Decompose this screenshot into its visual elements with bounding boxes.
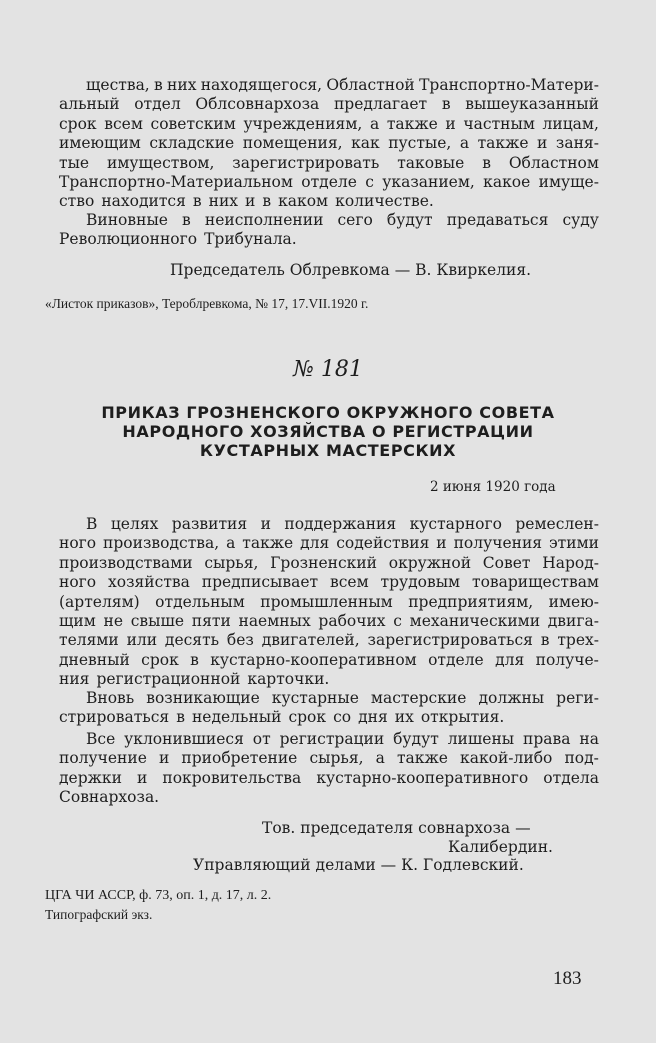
text-line: Вновь возникающие кустарные мастерские должны реги- xyxy=(86,689,599,707)
text-line: дневный срок в кустарно-кооперативном отделе для получе- xyxy=(59,650,599,669)
text-line: телями или десять без двигателей, зарегистрироваться в трех- xyxy=(59,631,599,650)
text-line: производствами сырья, Грозненский окружной Совет Народ- xyxy=(59,553,599,572)
top-source-note: «Листок приказов», Тероблревкома, № 17, 17.VII.1920 г. xyxy=(45,296,369,311)
signature-chairman-name: Калибердин. xyxy=(448,838,553,856)
text-line: тые имуществом, зарегистрировать таковые в Областном xyxy=(59,153,599,172)
text-line: Все уклонившиеся от регистрации будут лишены права на xyxy=(86,730,599,748)
text-line: имеющим складские помещения, как пустые, а также и заня- xyxy=(59,134,599,153)
archive-copy-type: Типографский экз. xyxy=(45,907,153,922)
document-title-line-3: КУСТАРНЫХ МАСТЕРСКИХ xyxy=(199,441,457,460)
document-number: № 181 xyxy=(293,357,363,382)
body-paragraph-1 xyxy=(59,515,599,690)
body-paragraph-3 xyxy=(59,730,599,808)
text-line: Революционного Трибунала. xyxy=(59,230,297,249)
text-line: Совнархоза. xyxy=(59,788,160,807)
text-line: стрироваться в недельный срок со дня их открытия. xyxy=(59,708,505,727)
text-line: ния регистрационной карточки. xyxy=(59,670,330,689)
text-line: срок всем советским учреждениям, а также и частным лицам, xyxy=(59,114,599,133)
text-line: Виновные в неисполнении сего будут предаваться суду xyxy=(86,211,599,229)
text-line: щим не свыше пяти наемных рабочих с механическими двига- xyxy=(59,611,599,630)
top-signature: Председатель Облревкома — В. Квиркелия. xyxy=(170,261,532,279)
text-line: ного производства, а также для содействия и получения этими xyxy=(59,534,599,553)
text-line: (артелям) отдельным промышленным предприятиям, имею- xyxy=(59,592,599,611)
text-line: Транспортно-Материальном отделе с указанием, какое имуще- xyxy=(59,172,599,191)
text-line: ство находится в них и в каком количестве. xyxy=(59,192,434,211)
document-title-line-1: ПРИКАЗ ГРОЗНЕНСКОГО ОКРУЖНОГО СОВЕТА xyxy=(101,403,555,422)
signature-manager: Управляющий делами — К. Годлевский. xyxy=(193,856,524,874)
document-title-line-2: НАРОДНОГО ХОЗЯЙСТВА О РЕГИСТРАЦИИ xyxy=(122,422,534,441)
text-line: щества, в них находящегося, Областной Транспортно-Матери- xyxy=(86,76,599,94)
page-number: 183 xyxy=(553,968,582,989)
text-line: держки и покровительства кустарно-кооперативного отдела xyxy=(59,768,599,787)
text-line: получение и приобретение сырья, а также какой-либо под- xyxy=(59,749,599,768)
top-paragraph-2 xyxy=(59,211,599,250)
top-paragraph xyxy=(59,76,599,212)
signature-chairman-title: Тов. председателя совнархоза — xyxy=(262,819,531,837)
archive-source: ЦГА ЧИ АССР, ф. 73, оп. 1, д. 17, л. 2. xyxy=(45,888,272,903)
document-date: 2 июня 1920 года xyxy=(430,479,556,495)
text-line: альный отдел Облсовнархоза предлагает в вышеуказанный xyxy=(59,95,599,114)
text-line: ного хозяйства предписывает всем трудовым товариществам xyxy=(59,573,599,592)
body-paragraph-2 xyxy=(59,689,599,728)
text-line: В целях развития и поддержания кустарного ремеслен- xyxy=(86,515,599,533)
